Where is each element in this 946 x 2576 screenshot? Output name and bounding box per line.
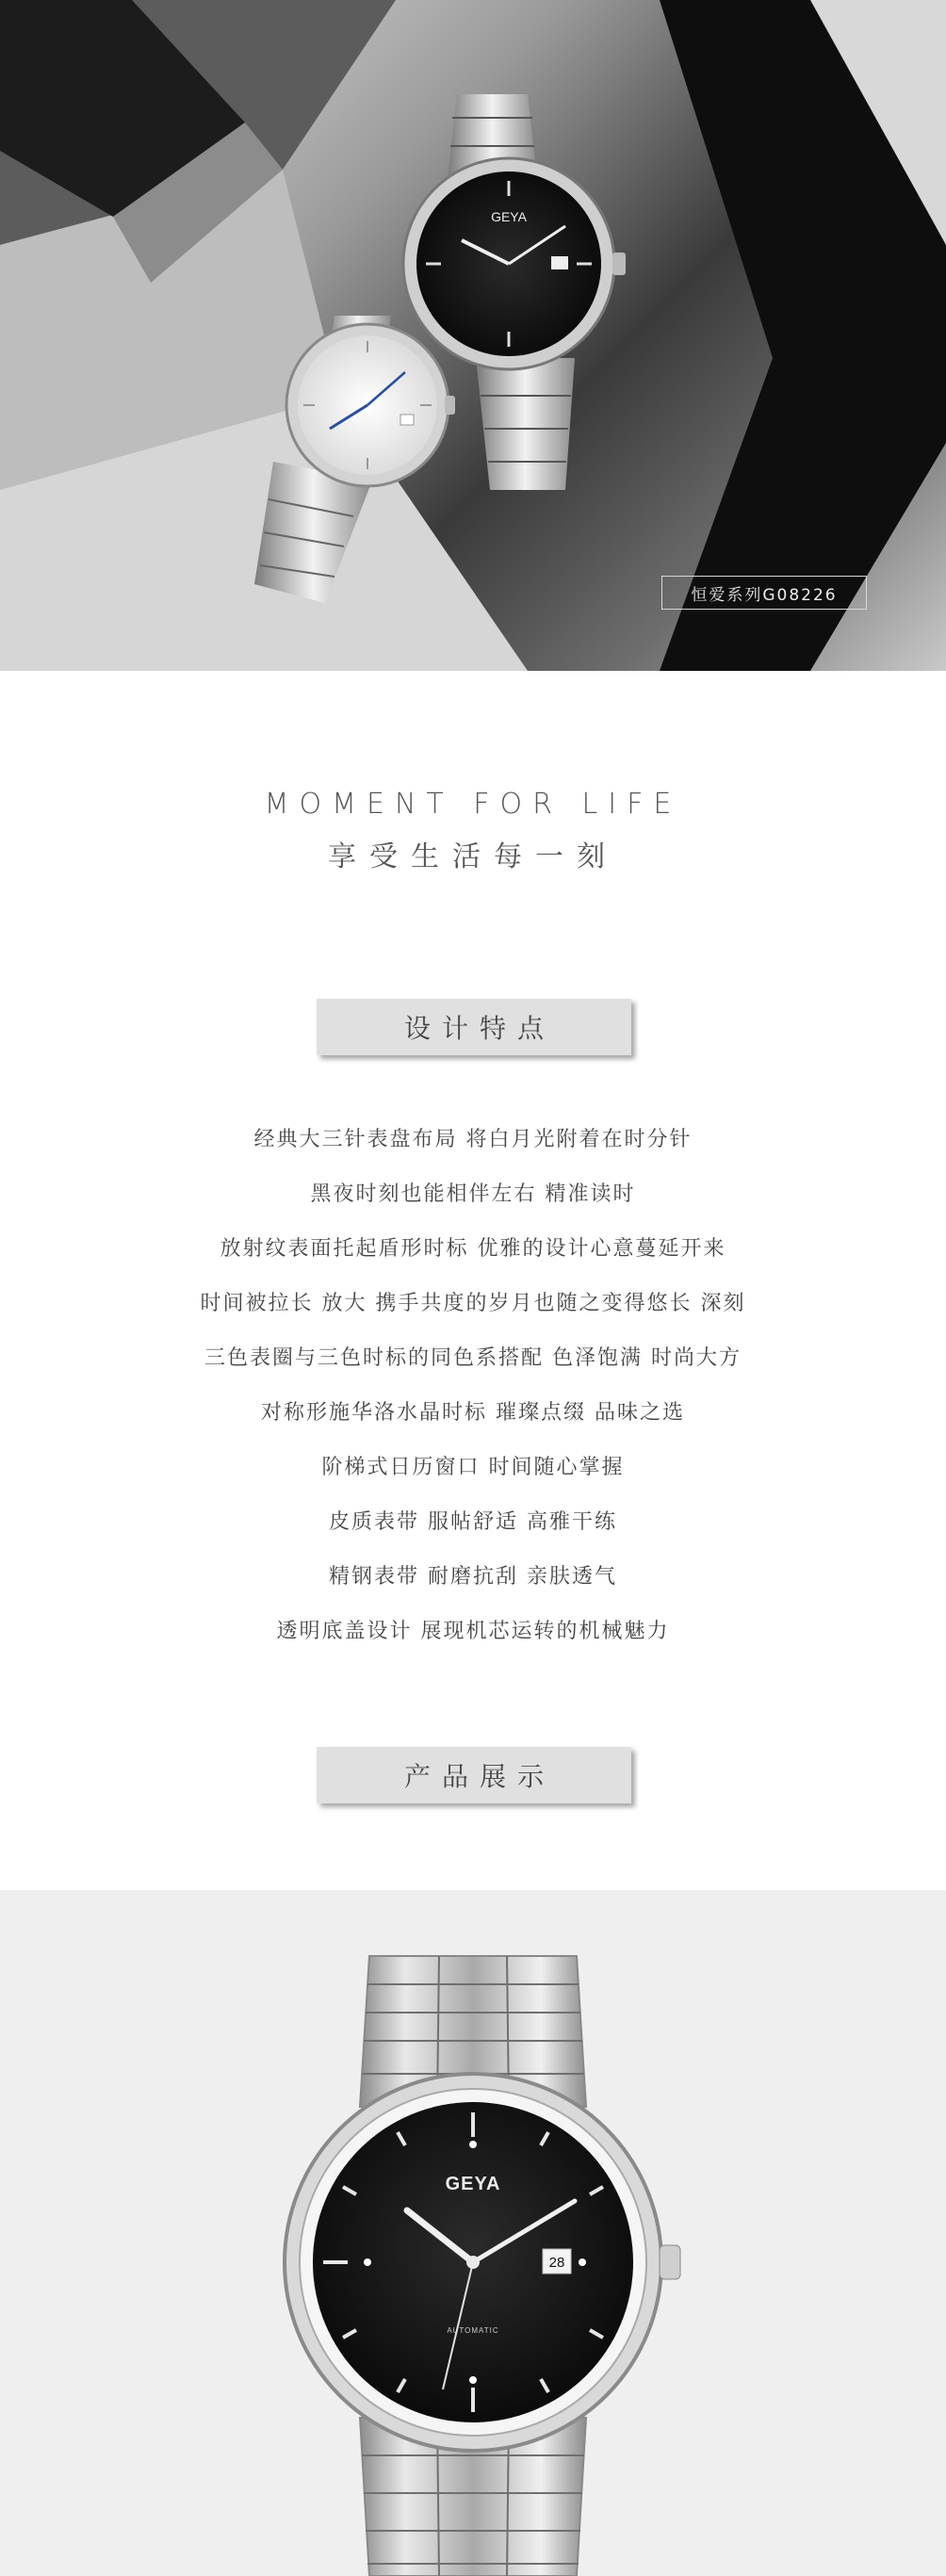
feature-item: 时间被拉长 放大 携手共度的岁月也随之变得悠长 深刻 [200,1292,746,1315]
product-date-value: 28 [548,2255,565,2271]
feature-list [0,1121,946,1668]
product-showcase [0,1890,946,2576]
feature-item: 黑夜时刻也能相伴左右 精准读时 [310,1182,636,1206]
white-watch-crown [445,396,455,415]
product-display-title: 产品展示 [317,1747,631,1803]
product-caption: AUTOMATIC [447,2326,499,2335]
feature-item: 放射纹表面托起盾形时标 优雅的设计心意蔓延开来 [220,1237,726,1261]
white-watch-date [400,415,414,425]
feature-item: 皮质表带 服帖舒适 高雅干练 [329,1510,617,1534]
feature-item: 精钢表带 耐磨抗刮 亲肤透气 [329,1565,617,1589]
feature-item: 对称形施华洛水晶时标 璀璨点缀 品味之选 [261,1401,685,1425]
hero-banner [0,0,946,671]
black-watch-crown [612,253,626,275]
feature-item: 三色表圈与三色时标的同色系搭配 色泽饱满 时尚大方 [204,1346,742,1370]
product-watch-illustration [0,1890,946,2576]
product-crown [660,2245,680,2279]
black-watch-bracelet-bottom [476,358,575,490]
design-features-title: 设计特点 [317,999,631,1055]
slogan-chinese: 享受生活每一刻 [328,840,618,873]
black-watch-brand: GEYA [491,209,527,224]
series-tag: 恒爱系列G08226 [661,576,867,610]
feature-item: 透明底盖设计 展现机芯运转的机械魅力 [276,1620,670,1643]
slogan-english: MOMENT FOR LIFE [264,788,682,821]
hero-illustration [0,0,946,671]
feature-item: 阶梯式日历窗口 时间随心掌握 [321,1456,625,1479]
feature-item: 经典大三针表盘布局 将白月光附着在时分针 [253,1128,693,1151]
black-watch-date [551,256,568,269]
product-brand-logo: GEYA [445,2174,501,2194]
product-hand-pin [466,2256,480,2269]
